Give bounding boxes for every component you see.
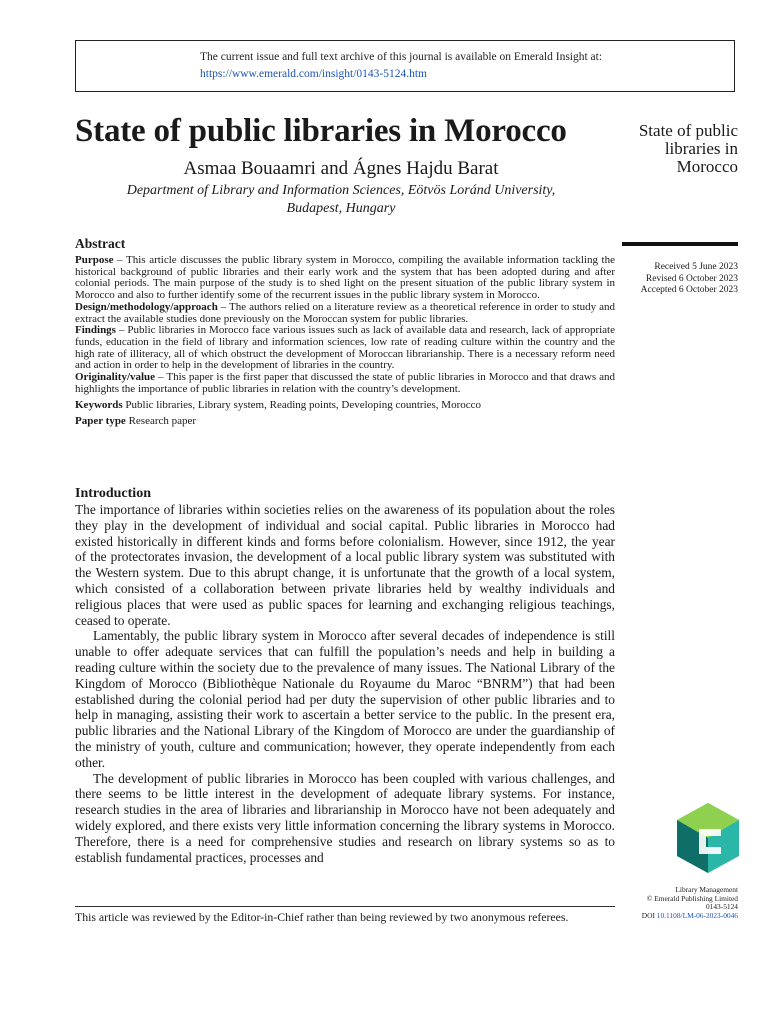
doi-line: [642, 912, 738, 921]
running-title-line-1: State of public: [638, 121, 738, 140]
abstract-originality: [75, 372, 615, 395]
running-title-line-2: libraries in: [664, 139, 738, 158]
introduction-heading: Introduction: [75, 486, 151, 501]
paper-type-text: Research paper: [125, 415, 197, 428]
originality-text: – This paper is the first paper that discussed the state of public libraries in Morocco and that draws and highlights the importance of public libraries in relation with the country’s development.: [75, 371, 615, 395]
findings-label: Findings: [75, 324, 116, 337]
access-notice-text: The current issue and full text archive of this journal is available on Emerald Insight at:: [200, 51, 603, 63]
journal-archive-link[interactable]: https://www.emerald.com/insight/0143-5124.htm: [200, 68, 427, 80]
abstract-section: [75, 236, 615, 428]
running-title-line-3: Morocco: [676, 157, 738, 176]
authors: Asmaa Bouaamri and Ágnes Hajdu Barat: [183, 158, 499, 179]
keywords-text: Public libraries, Library system, Reading points, Developing countries, Morocco: [122, 399, 482, 412]
intro-paragraph-1: The importance of libraries within societies relies on the awareness of its population about the roles they play in the development of individual and social capital. Public libraries in Morocco had existed historically in different kinds and forms before colonialism. However, since 1912, the year of the protectorates invasion, the development of a local public library system was substituted with the Western system. Due to this abrupt change, it is unfortunate that the growth of a local system, which consisted of a collaboration between private libraries held by wealthy individuals and religious places that were used as public spaces for learning and exchanging religious teachings, ceased to operate.: [75, 502, 615, 628]
paper-type: [75, 416, 615, 428]
abstract-design: [75, 302, 615, 325]
findings-text: – Public libraries in Morocco face various issues such as lack of available data and research, lack of appropriate funds, education in the field of library and information sciences, low rate of reading culture within the country and the high rate of illiteracy, all of which obstruct the development of Moroccan librarianship. There is a necessary reform need and action in order to help in the development of libraries in the country.: [75, 324, 615, 372]
purpose-label: Purpose: [75, 254, 114, 266]
doi-label: DOI: [641, 910, 657, 920]
accepted-date: Accepted 6 October 2023: [640, 285, 738, 295]
originality-label: Originality/value: [75, 371, 156, 384]
footnote-divider: [75, 906, 615, 907]
running-title: [639, 122, 738, 176]
keywords-label: Keywords: [75, 399, 123, 412]
journal-name: Library Management: [675, 885, 738, 894]
affiliation-line-2: Budapest, Hungary: [286, 201, 396, 216]
affiliation-line-1: Department of Library and Information Sciences, Eötvös Loránd University,: [126, 183, 556, 198]
article-title: State of public libraries in Morocco: [75, 113, 567, 149]
revised-date: Revised 6 October 2023: [645, 273, 738, 284]
crossmark-logo-icon[interactable]: [677, 803, 739, 873]
intro-paragraph-2: Lamentably, the public library system in Morocco after several decades of independence is still unable to offer adequate services that can fulfill the population’s needs and help in building a reading culture within the society due to the prevalence of many issues. The National Library of the Kingdom of Morocco (Bibliothèque Nationale du Royaume du Maroc “BNRM”) that had been established during the colonial period had per duty the supervision of other public libraries and to help in managing, assisting their work to ascertain a better service to the public. In the present era, public libraries and the National Library of the Kingdom of Morocco are under the guardianship of the ministry of youth, culture and communication; however, they operate independently from each other.: [75, 628, 615, 770]
publisher: © Emerald Publishing Limited: [646, 893, 738, 903]
design-label: Design/methodology/approach: [75, 300, 218, 313]
received-date: Received 5 June 2023: [654, 262, 738, 272]
purpose-text: – This article discusses the public library system in Morocco, compiling the available information tackling the historical background of public libraries and their early work and the system that has been adopted during and after colonial periods. The main purpose of the study is to shed light on the present situation of the public library system in Morocco and also to further identify some of the recurrent issues in the public library system in Morocco.: [75, 254, 615, 302]
abstract-heading: Abstract: [75, 236, 126, 251]
paper-type-label: Paper type: [75, 415, 126, 428]
design-text: – The authors relied on a literature review as a theoretical reference in order to study and extract the available studies done previously on the Moroccan system for public libraries.: [75, 300, 615, 325]
issn: 0143-5124: [705, 902, 738, 912]
doi-link[interactable]: 10.1108/LM-06-2023-0046: [656, 910, 738, 920]
introduction-section: [75, 486, 615, 865]
access-notice-box: [75, 40, 735, 92]
intro-paragraph-3: The development of public libraries in Morocco has been coupled with various challenges, and there seems to be little interest in the development of adequate library systems. For instance, research studies in the area of libraries and librarianship in Morocco have not been adequately and widely explored, and there exists very little information concerning the library systems in Morocco. Therefore, there is a need for comprehensive studies and research on library systems so as to establish fundamental practices, processes and: [75, 770, 615, 865]
journal-info: [642, 886, 738, 920]
affiliation: [75, 182, 607, 218]
abstract-purpose: [75, 255, 615, 302]
margin-rule: [622, 242, 738, 246]
review-footnote: This article was reviewed by the Editor-in-Chief rather than being reviewed by two anonymous referees.: [75, 910, 569, 924]
keywords: [75, 400, 615, 412]
abstract-findings: [75, 325, 615, 372]
article-dates: [641, 262, 738, 297]
